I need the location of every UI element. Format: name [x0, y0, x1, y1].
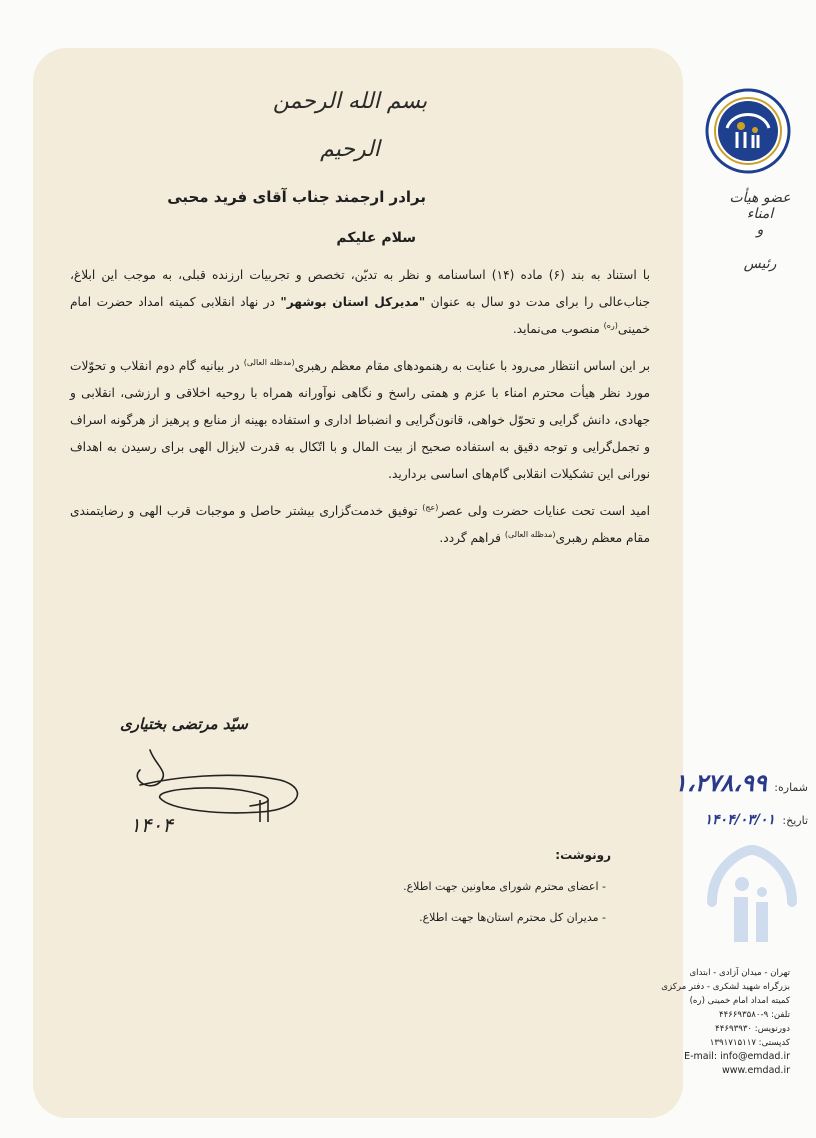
- cc-item: - مدیران کل محترم استان‌ها جهت اطلاع.: [419, 911, 606, 924]
- letter-panel: [33, 48, 683, 1118]
- greeting: سلام علیکم: [336, 230, 416, 246]
- letter-body: [70, 262, 650, 562]
- phone: تلفن: ۹-۴۴۶۶۹۳۵۸۰: [718, 1010, 790, 1020]
- margin-title-line3: رئیس: [743, 256, 777, 272]
- email-link[interactable]: E-mail: info@emdad.ir: [684, 1051, 790, 1062]
- salutation: برادر ارجمند جناب آقای فرید محبی: [167, 188, 426, 206]
- paragraph-wishes: امید است تحت عنایات حضرت ولی عصر$^{(عج)}$ توفیق خدمت‌گزاری بیشتر حاصل و موجبات قرب الهی و رضایتمندی مقام معظم رهبری$^{(مدظله العالی)}$ فراهم گردد.: [70, 502, 651, 545]
- paragraph-expectations: بر این اساس انتظار می‌رود با عنایت به رهنمودهای مقام معظم رهبری$^{(مدظله العالی)}$ در بیانیه گام دوم انقلاب و تحوّلات مورد نظر هیأت محترم امناء با عزم و همتی راسخ و نگاهی نوآورانه همراه با روحیه اخلاقی و ارزشی، انقلابی و جهادی، دانش گرایی و تحوّل خواهی، قانون‌گرایی و انضباط اداری و استفاده بهینه از منابع و پرهیز از هرگونه اسراف و تجمل‌گرایی و توجه دقیق به استفاده صحیح از بیت المال و با اتّکال به قدرت لایزال الهی برای رسیدن به اهداف نورانی این تشکیلات انقلابی گام‌های اساسی بردارید.: [70, 357, 650, 481]
- reference-number: [674, 768, 808, 797]
- signer-name: سیّد مرتضی بختیاری: [120, 715, 248, 733]
- cc-list: [403, 880, 606, 942]
- emdad-logo-icon: [705, 88, 791, 174]
- appointment-title: "مدیرکل استان بوشهر": [280, 295, 426, 309]
- postal-code: کدپستی: ۱۳۹۱۷۱۵۱۱۷: [709, 1038, 790, 1048]
- watermark-logo-icon: [702, 842, 802, 952]
- basmala-heading: بسم الله الرحمن الرحیم: [272, 89, 428, 162]
- cc-item: - اعضای محترم شورای معاونین جهت اطلاع.: [403, 880, 606, 893]
- reference-date-label: تاریخ:: [782, 814, 808, 827]
- handwritten-signature: [110, 740, 320, 850]
- address-line: تهران - میدان آزادی - ابتدای: [689, 968, 790, 978]
- address-line: بزرگراه شهید لشکری - دفتر مرکزی: [661, 982, 790, 992]
- reference-number-label: شماره:: [774, 781, 808, 794]
- margin-title-line2: و: [756, 222, 764, 238]
- signature-date: ۱۴۰۴: [130, 813, 173, 837]
- fax: دورنویس: ۴۴۶۹۳۹۳۰: [715, 1024, 790, 1034]
- margin-title-line1: عضو هیأت امناء: [729, 190, 791, 222]
- paragraph-appointment: با استناد به بند (۶) ماده (۱۴) اساسنامه و نظر به تدیّن، تخصص و تجربیات ارزنده قبلی، به موجب این ابلاغ، جناب‌عالی را برای مدت دو سال به عنوان "مدیرکل استان بوشهر" در نهاد انقلابی کمیته امداد حضرت امام خمینی$^{(ره)}$ منصوب می‌نماید.: [70, 268, 651, 336]
- website-link[interactable]: www.emdad.ir: [721, 1065, 790, 1076]
- reference-date-value: ۱۴۰۴/۰۳/۰۱: [704, 812, 775, 828]
- reference-date: [705, 812, 808, 828]
- address-line: کمیته امداد امام خمینی (ره): [689, 996, 790, 1006]
- reference-number-value: ۱،۲۷۸،۹۹: [673, 768, 767, 797]
- cc-title: رونوشت:: [555, 848, 611, 862]
- contact-info: [661, 966, 790, 1078]
